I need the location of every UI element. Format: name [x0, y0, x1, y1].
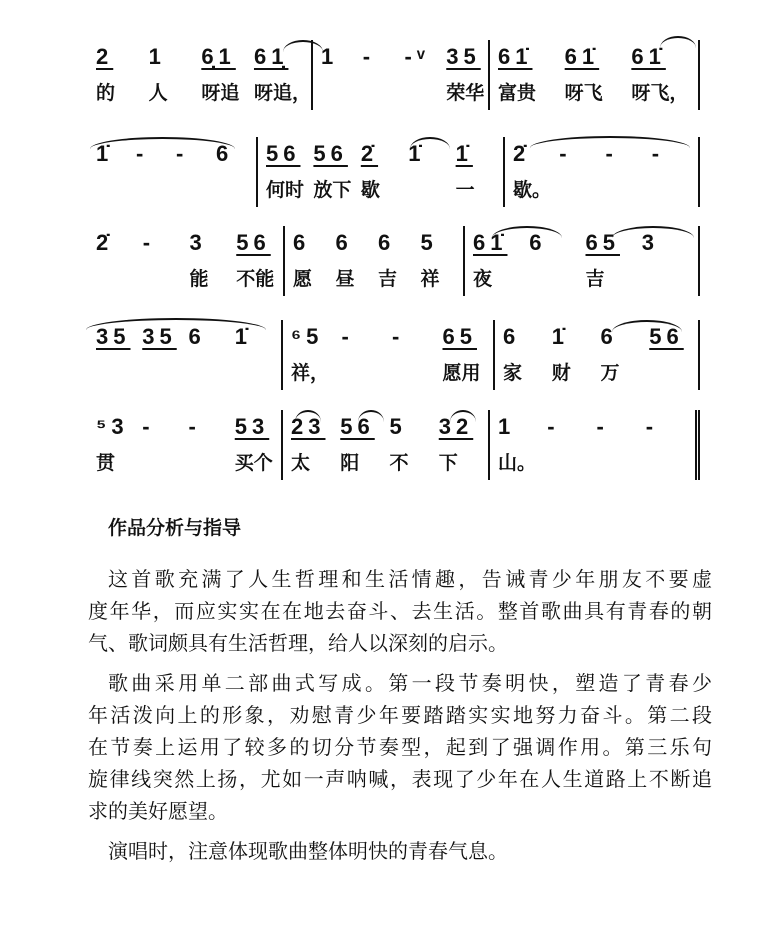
- lyric: 昼: [335, 268, 355, 290]
- beat: [293, 226, 336, 296]
- paragraph-line: 年活泼向上的形象，劝慰青少年要踏踏实实地努力奋斗。第二段: [88, 703, 712, 727]
- measure: [283, 320, 495, 390]
- paragraph-line: 在节奏上运用了较多的切分节奏型，起到了强调作用。第三乐句: [88, 735, 712, 759]
- beat: [361, 137, 408, 207]
- lyric: 一: [455, 179, 475, 201]
- lyric: 能: [189, 268, 209, 290]
- note: 2: [96, 44, 114, 69]
- paragraph-line: 度年华，而应实实在在地去奋斗、去生活。整首歌曲具有青春的朝: [88, 599, 712, 623]
- lyric: 买个: [234, 452, 273, 474]
- lyric: 财: [551, 362, 571, 384]
- beat: [363, 40, 405, 110]
- note: 1̇: [234, 324, 252, 349]
- score-row: [88, 40, 700, 110]
- paragraph-line: 气、歌词颇具有生活哲理，给人以深刻的启示。: [88, 631, 508, 655]
- beat: [446, 40, 488, 110]
- beat: [149, 40, 202, 110]
- lyric: 荣华: [446, 82, 485, 104]
- beat: [142, 410, 188, 480]
- beat: [266, 137, 313, 207]
- beat: [498, 410, 547, 480]
- lyric: 的: [96, 82, 116, 104]
- note: 61̇: [631, 44, 666, 69]
- note: 6: [529, 230, 547, 255]
- paragraph-line: 歌曲采用单二部曲式写成。第一段节奏明快，塑造了青春少: [108, 671, 712, 695]
- note: -: [362, 44, 376, 69]
- lyric: 太: [291, 452, 311, 474]
- note: 35: [142, 324, 177, 349]
- note: 1̇: [455, 141, 473, 166]
- note: -: [341, 324, 354, 349]
- beat: [236, 226, 283, 296]
- note: 32: [438, 414, 474, 439]
- score-row: [88, 226, 700, 296]
- note: 2̇: [96, 230, 114, 255]
- beat: [96, 40, 149, 110]
- beat: [189, 320, 235, 390]
- beat: [392, 320, 443, 390]
- beat: [336, 226, 379, 296]
- measure: [88, 40, 313, 110]
- measure: [88, 320, 283, 390]
- section-heading: 作品分析与指导: [108, 517, 242, 539]
- slur: [660, 36, 696, 48]
- note: -: [142, 414, 155, 439]
- note: 3: [189, 230, 207, 255]
- beat: [405, 40, 447, 110]
- note: 2̇: [360, 141, 379, 166]
- beat: [443, 320, 494, 390]
- score-row: [88, 410, 700, 480]
- beat: [498, 40, 565, 110]
- note: -: [142, 230, 156, 255]
- beat: [96, 410, 142, 480]
- lyric: 呀追，: [253, 82, 311, 104]
- beat: [313, 137, 360, 207]
- lyric: 呀追: [201, 82, 240, 104]
- note: 61̇: [473, 230, 508, 255]
- lyric: 祥，: [291, 362, 330, 384]
- note: 3: [641, 230, 659, 255]
- paragraph-line: 旋律线突然上扬，尤如一声呐喊，表现了少年在人生道路上不断追: [88, 767, 712, 791]
- note: 2̇: [513, 141, 531, 166]
- note: 6: [293, 230, 311, 255]
- lyric: 不能: [236, 268, 275, 290]
- lyric: 吉: [585, 268, 605, 290]
- note: 56: [236, 230, 271, 255]
- lyric: 放下: [313, 179, 352, 201]
- paragraph-line: 演唱时，注意体现歌曲整体明快的青春气息。: [108, 839, 508, 863]
- lyric: 歇: [360, 179, 380, 201]
- beat: [421, 226, 464, 296]
- note: 1: [148, 44, 166, 69]
- note: -: [596, 414, 609, 439]
- note: 6: [335, 230, 353, 255]
- note: 6̣1: [201, 44, 236, 69]
- measure: [490, 410, 700, 480]
- beat: [503, 320, 552, 390]
- note: 56: [313, 141, 348, 166]
- note: 5: [389, 414, 407, 439]
- beat: [378, 226, 421, 296]
- lyric: 贯: [96, 452, 116, 474]
- note: 1̇: [96, 141, 114, 166]
- lyric: 愿用: [442, 362, 481, 384]
- lyric: 山。: [498, 452, 537, 474]
- analysis-text: [88, 563, 712, 867]
- lyric: 歇。: [513, 179, 552, 201]
- lyric: 呀飞: [564, 82, 603, 104]
- beat: [189, 410, 235, 480]
- score-row: [88, 320, 700, 390]
- beat: [342, 320, 393, 390]
- measure: [313, 40, 490, 110]
- measure: [88, 226, 285, 296]
- beat: [646, 410, 695, 480]
- measure: [258, 137, 505, 207]
- note: -: [188, 414, 201, 439]
- note: -: [559, 141, 572, 166]
- lyric: 夜: [473, 268, 493, 290]
- beat: [291, 320, 342, 390]
- beat: [321, 40, 363, 110]
- note: 35: [96, 324, 131, 349]
- beat: [547, 410, 596, 480]
- note: -: [176, 141, 189, 166]
- beat: [96, 226, 143, 296]
- beat: [201, 40, 254, 110]
- note: 35: [446, 44, 481, 69]
- beat: [190, 226, 237, 296]
- lyric: 祥: [420, 268, 440, 290]
- lyric: 下: [438, 452, 458, 474]
- note: ⁶5: [291, 324, 324, 349]
- lyric: 阳: [340, 452, 360, 474]
- note: -: [136, 141, 149, 166]
- beat: [597, 410, 646, 480]
- beat: [390, 410, 439, 480]
- beat: [235, 320, 281, 390]
- note: 6: [503, 324, 521, 349]
- note: 1: [498, 414, 516, 439]
- note: 6: [188, 324, 206, 349]
- note: -: [547, 414, 560, 439]
- note: 1̇: [551, 324, 569, 349]
- lyric: 家: [503, 362, 523, 384]
- note: 65: [585, 230, 620, 255]
- paragraph-line: 求的美好愿望。: [88, 799, 228, 823]
- note: 61̇: [498, 44, 533, 69]
- note: 6: [378, 230, 396, 255]
- note: 53: [234, 414, 270, 439]
- note: 1̇: [408, 141, 426, 166]
- note: 23: [291, 414, 326, 439]
- note: ⁵3: [96, 414, 129, 439]
- beat: [456, 137, 503, 207]
- beat: [565, 40, 632, 110]
- lyric: 富贵: [498, 82, 537, 104]
- note: 61̣: [253, 44, 289, 69]
- note: 65: [442, 324, 477, 349]
- measure: [490, 40, 700, 110]
- note: 6: [600, 324, 618, 349]
- lyric: 呀飞，: [631, 82, 689, 104]
- note: -: [651, 141, 665, 166]
- beat: [552, 320, 601, 390]
- note: -: [392, 324, 405, 349]
- beat: [235, 410, 281, 480]
- note: 56: [266, 141, 301, 166]
- lyric: 何时: [266, 179, 305, 201]
- note: 5: [420, 230, 438, 255]
- measure: [88, 410, 283, 480]
- lyric: 万: [600, 362, 620, 384]
- note: 1: [321, 44, 339, 69]
- measure: [285, 226, 465, 296]
- paragraph-line: 这首歌充满了人生哲理和生活情趣，告诫青少年朋友不要虚: [108, 567, 712, 591]
- lyric: 愿: [293, 268, 313, 290]
- note: -: [645, 414, 659, 439]
- beat: [631, 40, 698, 110]
- lyric: 不: [389, 452, 409, 474]
- lyric: 吉: [378, 268, 398, 290]
- beat: [96, 320, 142, 390]
- note: 56: [649, 324, 684, 349]
- beat: [142, 320, 188, 390]
- note: 56: [340, 414, 375, 439]
- note: 61̇: [564, 44, 600, 69]
- note: 6: [216, 141, 234, 166]
- note: -: [605, 141, 618, 166]
- note: -ᵛ: [404, 44, 430, 69]
- lyric: 人: [148, 82, 168, 104]
- beat: [143, 226, 190, 296]
